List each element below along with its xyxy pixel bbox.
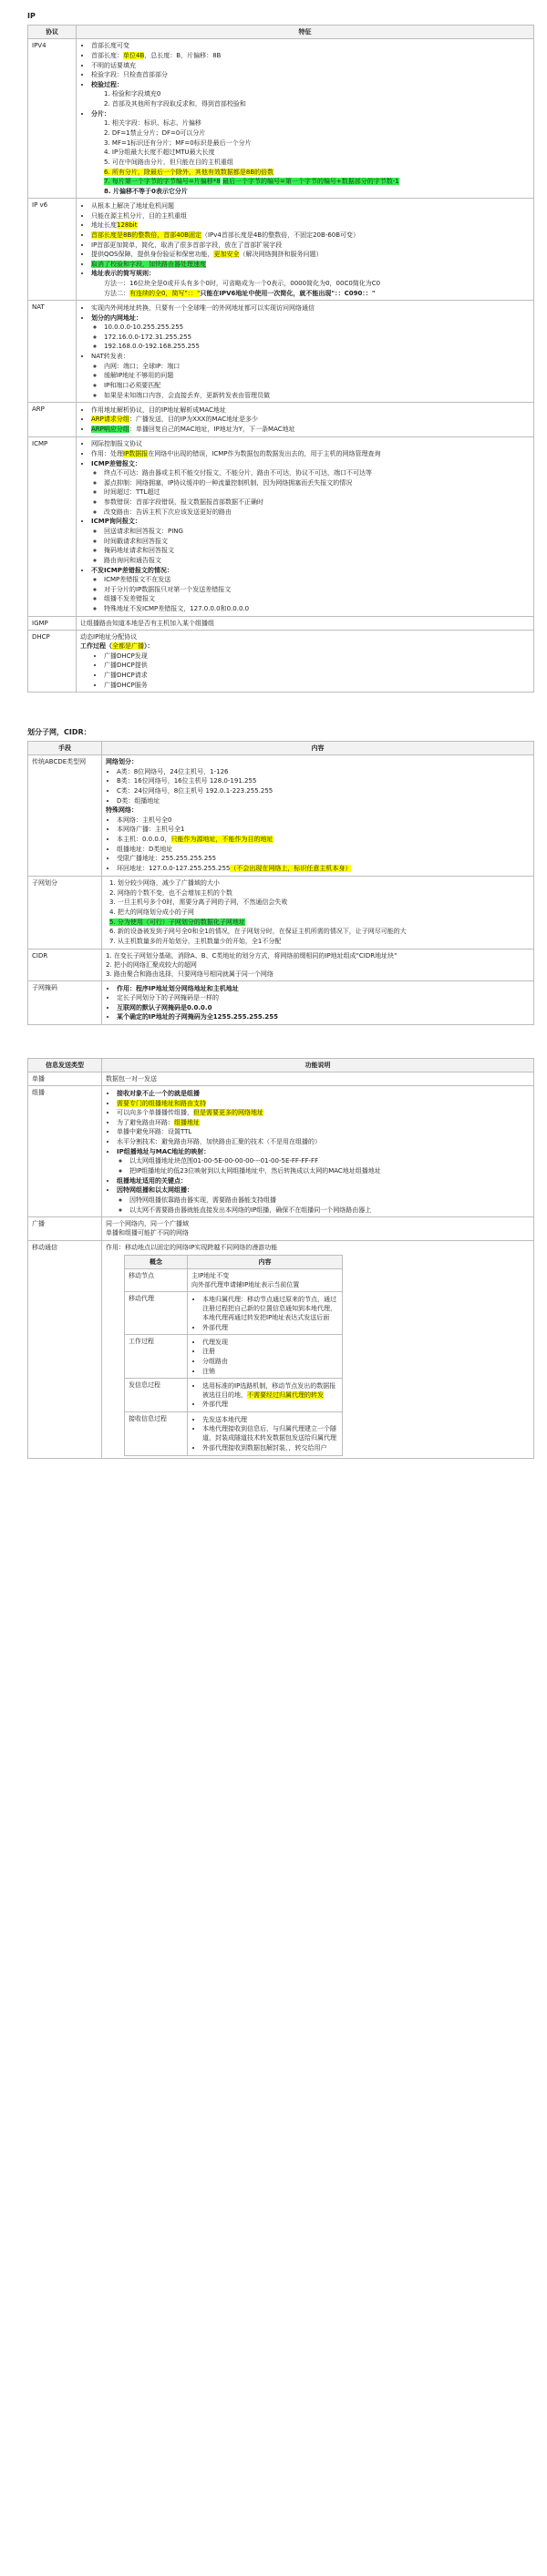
list-item: • 首部长度可变 bbox=[91, 41, 530, 50]
table-row bbox=[28, 630, 534, 692]
cell-text: 2. 把小的网络汇聚成较大的超网 bbox=[106, 960, 197, 969]
list-item: • 某个确定的IP地址的子网掩码为全1255.255.255.255 bbox=[117, 1012, 530, 1021]
list-item: • 代理发现 bbox=[202, 1338, 338, 1347]
cell-heading: 特殊网络： bbox=[106, 806, 138, 815]
list-item: 方法二：有连续的全0，简写"：："只能在IPV6地址中使用一次简化，就不能出现"：：C090：：" bbox=[104, 289, 376, 297]
cell-text: 数据包一对一发送 bbox=[102, 1072, 534, 1086]
row-label: ICMP bbox=[28, 436, 77, 616]
mobile-concept-table bbox=[124, 1255, 343, 1456]
list-item: • 可以向多个单播播传组播，但是需要更多的网络地址 bbox=[117, 1108, 530, 1117]
table-row bbox=[28, 876, 534, 949]
subnet-section-title: 划分子网，CIDR： bbox=[27, 728, 91, 737]
transmission-table bbox=[27, 1058, 534, 1459]
list-item: • 取消了校验和字段，加快路由器处理速度 bbox=[91, 260, 530, 269]
cell-text: 工作过程（全都是广播）： bbox=[80, 642, 154, 651]
row-label: 子网掩码 bbox=[28, 981, 102, 1025]
col-header: 协议 bbox=[28, 25, 77, 38]
row-label: 接收信息过程 bbox=[125, 1412, 188, 1456]
list-item: • 不明的话要填充 bbox=[91, 61, 530, 70]
list-item: • 校验过程： 1. 检验和字段填充0 2. 首部及其他所有字段取反求和，得到首部校验和 bbox=[91, 80, 530, 108]
table-row bbox=[125, 1292, 343, 1335]
list-item: • 注册 bbox=[202, 1347, 338, 1356]
cell-heading: 网络划分： bbox=[106, 757, 138, 765]
list-item: • ICMP差错报文： ◦ 终点不可达：路由器或主机不能交付报文，不能分片，路由不可达，协议不可达，端口不可达等 ◦ 源点抑制：网络拥塞，IP协议缓冲的一种流量控制机制，因为网络拥塞而丢失报文的情况 ◦ 时间超过：TTL超过 ◦ 参数错误：首部字段错误，报文数据报首部数据不正确时 ◦ 改变路由：告诉主机下次应该发送更好的路由 bbox=[91, 459, 530, 517]
list-item: • 本地代理接收到信息后，与归属代理建立一个隧道，封装成隧道技术转发数据包发送给归属代理 bbox=[202, 1424, 338, 1442]
list-item: ◦ 192.168.0.0-192.168.255.255 bbox=[104, 342, 530, 351]
list-item: • 外部代理 bbox=[202, 1400, 338, 1409]
list-item: 1. 划分较少网络，减少了广播域的大小 bbox=[109, 879, 220, 888]
list-item: • 因特网组播和以太网组播： ◦ 因特网组播依靠路由器实现，需要路由器能支持组播 ◦ 以太网不需要路由器就能直接发出本网络的IP组播，确保不在组播同一个网络路由器上 bbox=[117, 1185, 530, 1214]
list-item: 5. 分为使用（可行）子网划分的数据化子网地址 bbox=[109, 918, 245, 926]
list-item: ◦ 改变路由：告诉主机下次应该发送更好的路由 bbox=[104, 508, 530, 517]
table-row bbox=[28, 949, 534, 980]
list-item: • ARP请求分组：广播发送，目的IP为XXX的MAC地址是多少 bbox=[91, 415, 530, 424]
list-item: • A类：8位网络号，24位主机号，1-126 bbox=[117, 767, 530, 776]
list-item: • 只能在源主机分片，目的主机重组 bbox=[91, 211, 530, 221]
list-item: 6. 所有分片，除最后一个除外，其他有效数据都是8B的倍数 bbox=[104, 168, 274, 176]
list-item: • 不发ICMP差错报文的情况： ◦ ICMP差错报文不在发送 ◦ 对于分片的IP数据报只对第一个发送差错报文 ◦ 组播不发差错报文 ◦ 特殊地址不发ICMP差错报文，127.0.0.0和0.0.0.0 bbox=[91, 566, 530, 614]
list-item: 2. DF=1禁止分片；DF=0可以分片 bbox=[104, 129, 206, 137]
list-item: • C类：24位网络号，8位主机号 192.0.1-223.255.255 bbox=[117, 786, 530, 795]
list-item: 4. IP分组最大长度不超过MTU最大长度 bbox=[104, 149, 215, 157]
row-label: 移动代理 bbox=[125, 1292, 188, 1335]
list-item: • 作用：处理IP数据报在网络中出现的错误，ICMP作为数据包的数据发出去的，用于主机的网络管理查询 bbox=[91, 449, 530, 458]
col-header: 内容 bbox=[188, 1255, 343, 1268]
list-item: • 外部代理 bbox=[202, 1323, 338, 1332]
list-item: • 接收对象不止一个的就是组播 bbox=[117, 1089, 530, 1098]
list-item: ◦ 以太网组播地址块范围01-00-5E-00-00-00---01-00-5E-FF-FF-FF bbox=[129, 1156, 530, 1165]
list-item: • 实现内外网地址转换，只要有一个全球唯一的外网地址都可以实现访问网络通信 bbox=[91, 303, 530, 313]
table-row bbox=[28, 616, 534, 630]
list-item: • 本网络：主机号全0 bbox=[117, 816, 530, 825]
row-label: DHCP bbox=[28, 630, 77, 692]
list-item: • 广播DHCP提供 bbox=[104, 661, 530, 670]
col-header: 概念 bbox=[125, 1255, 188, 1268]
list-item: ◦ 特殊地址不发ICMP差错报文，127.0.0.0和0.0.0.0 bbox=[104, 604, 530, 613]
list-item: • 本主机：0.0.0.0，只能作为源地址，不能作为目的地址 bbox=[117, 835, 530, 844]
row-label: 移动节点 bbox=[125, 1268, 188, 1291]
cell-text: 单播和组播可能扩不同的网络 bbox=[106, 1229, 189, 1237]
list-item: 5. 可在中间路由分片，但只能在目的主机重组 bbox=[104, 158, 233, 166]
list-item: ◦ 组播不发差错报文 bbox=[104, 594, 530, 603]
list-item: • IP组播地址与MAC地址的映射： ◦ 以太网组播地址块范围01-00-5E-00-00-00---01-00-5E-FF-FF-FF ◦ 把IP组播地址的低23位映射到以太网组播地址中，然后转换成以太网的MAC地址组播地址 bbox=[117, 1147, 530, 1175]
row-label: CIDR bbox=[28, 949, 102, 980]
row-label: 子网划分 bbox=[28, 876, 102, 949]
table-row bbox=[28, 38, 534, 199]
list-item: • 首部长度是8B的整数倍，首部40B固定（IPv4首部长度是4B的整数倍，不固定20B-60B可变） bbox=[91, 231, 530, 240]
ip-section-title: IP bbox=[27, 12, 36, 20]
list-item: • 受限广播地址：255.255.255.255 bbox=[117, 854, 530, 863]
list-item: • ICMP询问报文： ◦ 回送请求和回答报文：PING ◦ 时间戳请求和回答报文 ◦ 掩码地址请求和回答报文 ◦ 路由询问和通告报文 bbox=[91, 517, 530, 565]
list-item: • IP首部更加简单，简化，取消了很多首部字段，放在了首部扩展字段 bbox=[91, 241, 530, 250]
col-header: 功能说明 bbox=[102, 1059, 534, 1072]
list-item: 3. MF=1标识还有分片；MF=0标识是最后一个分片 bbox=[104, 139, 252, 147]
cell-text: 主IP地址不变 bbox=[191, 1271, 230, 1279]
table-row bbox=[125, 1335, 343, 1379]
list-item: • D类：组播地址 bbox=[117, 796, 530, 806]
row-label: ARP bbox=[28, 403, 77, 436]
list-item: • 分片： 1. 相关字段：标识、标志、片偏移 2. DF=1禁止分片；DF=0可以分片 3. MF=1标识还有分片；MF=0标识是最后一个分片 4. IP分组最大长度不超过MTU最大长度 5. 可在中间路由分片，但只能在目的主机重组 6. 所有分片，除最后一个除外，其他有效数据都是8B的倍数 7. 每片第一个字节的字节编号=片偏移*8 最后一个字节的编号=第一个字节的编号+数据部分的字节数-1 8. 片偏移不等于0表示它分片 bbox=[91, 109, 530, 196]
list-item: 6. 新的设备被发到子网号全0和全1的情况，在子网划分时，在保证主机所需的情况下，让子网尽可能的大 bbox=[109, 928, 407, 936]
list-item: • 为了避免路由环路：组播地址 bbox=[117, 1118, 530, 1127]
table-row bbox=[28, 1217, 534, 1240]
table-row bbox=[28, 1086, 534, 1217]
list-item: • 检验字段：只检查首部部分 bbox=[91, 70, 530, 79]
ip-protocol-table bbox=[27, 25, 534, 693]
table-row bbox=[28, 981, 534, 1025]
list-item: • 定长子网划分下的子网掩码是一样的 bbox=[117, 993, 530, 1002]
table-row bbox=[28, 754, 534, 876]
cell-text: 向外部代理申请辅IP地址表示当前位置 bbox=[191, 1280, 300, 1288]
cell-text: 让组播路由知道本地是否有主机加入某个组播组 bbox=[77, 616, 534, 630]
row-label: 单播 bbox=[28, 1072, 102, 1086]
list-item: • 环回地址：127.0.0-127.255.255.255（不会出现在网络上，标识任意主机本身） bbox=[117, 864, 530, 873]
table-row bbox=[28, 1072, 534, 1086]
row-label: 组播 bbox=[28, 1086, 102, 1217]
list-item: ◦ 源点抑制：网络拥塞，IP协议缓冲的一种流量控制机制，因为网络拥塞而丢失报文的情况 bbox=[104, 478, 530, 487]
list-item: 方法一：16位块全是0或开头有多个0时，可省略成为一个0表示，0000简化为0，00C0简化为C0 bbox=[104, 280, 381, 288]
list-item: • 水平分割技术：避免路由环路，加快路由汇聚的技术（不是用在组播的） bbox=[117, 1137, 530, 1146]
list-item: • 注销 bbox=[202, 1367, 338, 1376]
list-item: • 提供QOS保障，提供身份验证和保密功能，更加安全（解决网络拥挤和服务问题） bbox=[91, 250, 530, 259]
cell-text: 同一个网络内，同一个广播域 bbox=[106, 1220, 189, 1228]
list-item: • 组播地址适用的关键点： bbox=[117, 1176, 530, 1185]
cell-text: 作用：移动地点以固定的网络IP实现跨越不同网络的漫游功能 bbox=[106, 1243, 278, 1251]
list-item: • 广播DHCP服务 bbox=[104, 681, 530, 690]
row-label: IGMP bbox=[28, 616, 77, 630]
list-item: ◦ 路由询问和通告报文 bbox=[104, 556, 530, 565]
list-item: 3. 一旦主机号多个0时，需要分离子网的子网，不然通信会失败 bbox=[109, 898, 288, 907]
list-item: • 作用：程序IP地址划分网络地址和主机地址 bbox=[117, 984, 530, 993]
row-label: IP v6 bbox=[28, 199, 77, 301]
col-header: 内容 bbox=[102, 741, 534, 754]
list-item: ◦ 10.0.0.0-10.255.255.255 bbox=[104, 323, 530, 332]
list-item: • 首部长度：单位4B，总长度：B，片偏移：8B bbox=[91, 51, 530, 60]
list-item: ◦ 掩码地址请求和回答报文 bbox=[104, 546, 530, 555]
table-row bbox=[28, 199, 534, 301]
col-header: 特征 bbox=[77, 25, 534, 38]
table-row bbox=[28, 301, 534, 403]
list-item: 7. 每片第一个字节的字节编号=片偏移*8 最后一个字节的编号=第一个字节的编号+数据部分的字节数-1 bbox=[104, 178, 399, 186]
table-row bbox=[28, 403, 534, 436]
list-item: • 本地归属代理：移动节点通过原来的节点，通过注册过程把自己新的位置信息通知到本地代理，本地代理再通过转发把IP地址表达式发送后面 bbox=[202, 1295, 338, 1322]
list-item: • 互联网的默认子网掩码是0.0.0.0 bbox=[117, 1003, 530, 1012]
table-row bbox=[125, 1268, 343, 1291]
subnet-table bbox=[27, 741, 534, 1025]
list-item: • 组播地址：D类地址 bbox=[117, 845, 530, 854]
list-item: • 网际控制报文协议 bbox=[91, 439, 530, 448]
list-item: ◦ 终点不可达：路由器或主机不能交付报文，不能分片，路由不可达，协议不可达，端口不可达等 bbox=[104, 468, 530, 477]
list-item: ◦ 内网：端口；全球IP：端口 bbox=[104, 362, 530, 371]
list-item: • 地址长度128bit bbox=[91, 221, 530, 230]
list-item: ◦ 把IP组播地址的低23位映射到以太网组播地址中，然后转换成以太网的MAC地址组播地址 bbox=[129, 1166, 530, 1175]
list-item: • NAT转发表： ◦ 内网：端口；全球IP：端口 ◦ 缓解IP地址不够用的问题 ◦ IP和端口必须要匹配 ◦ 如果是未知端口内容，会直接丢弃，更新转发表由管理员做 bbox=[91, 352, 530, 400]
row-label: IPV4 bbox=[28, 38, 77, 199]
list-item: • 本网络广播：主机号全1 bbox=[117, 825, 530, 834]
cell-text: 动态IP地址分配协议 bbox=[80, 632, 138, 641]
list-item: • 单播中避免环路：设置TTL bbox=[117, 1127, 530, 1136]
list-item: • 地址表示的简写规则： 方法一：16位块全是0或开头有多个0时，可省略成为一个0表示，0000简化为0，00C0简化为C0 方法二：有连续的全0，简写"：："只能在IPV6地址中使用一次简化，就不能出现"：：C090：：" bbox=[91, 269, 530, 297]
list-item: 8. 片偏移不等于0表示它分片 bbox=[104, 187, 188, 195]
list-item: 1. 相关字段：标识、标志、片偏移 bbox=[104, 119, 201, 128]
table-row bbox=[28, 1240, 534, 1458]
list-item: • 先发送本地代理 bbox=[202, 1415, 338, 1424]
list-item: ◦ ICMP差错报文不在发送 bbox=[104, 575, 530, 584]
row-label: NAT bbox=[28, 301, 77, 403]
list-item: • B类：16位网络号，16位主机号 128.0-191.255 bbox=[117, 776, 530, 785]
row-label: 广播 bbox=[28, 1217, 102, 1240]
list-item: 4. 把大的网络划分成小的子网 bbox=[109, 908, 194, 917]
list-item: • 外部代理接收到数据包解封装，，转交给用户 bbox=[202, 1443, 338, 1452]
list-item: 7. 从主机数量多的开始划分，主机数量少的开始，全1不分配 bbox=[109, 938, 282, 945]
list-item: 2. 网络的个数不变，也不会增加主机的个数 bbox=[109, 888, 232, 897]
list-item: ◦ 时间戳请求和回答报文 bbox=[104, 537, 530, 546]
list-item: 2. 首部及其他所有字段取反求和，得到首部校验和 bbox=[104, 100, 246, 108]
row-label: 移动通信 bbox=[28, 1240, 102, 1458]
list-item: • 从根本上解决了地址危机问题 bbox=[91, 201, 530, 210]
row-label: 传统ABCDE类型网 bbox=[28, 754, 102, 876]
cell-text: 3. 路由聚合和路由选择，只要网络号相同就属于同一个网络 bbox=[106, 970, 274, 978]
list-item: ◦ 如果是未知端口内容，会直接丢弃，更新转发表由管理员做 bbox=[104, 391, 530, 400]
list-item: ◦ 缓解IP地址不够用的问题 bbox=[104, 371, 530, 380]
list-item: ◦ 172.16.0.0-172.31.255.255 bbox=[104, 333, 530, 342]
list-item: ◦ 因特网组播依靠路由器实现，需要路由器能支持组播 bbox=[129, 1196, 530, 1205]
col-header: 信息发送类型 bbox=[28, 1059, 102, 1072]
cell-text: 1. 在变长子网划分基础，消除A、B、C类地址的划分方式，将网络前缀相同的IP地址组成"CIDR地址块" bbox=[106, 951, 397, 960]
list-item: 1. 检验和字段填充0 bbox=[104, 90, 161, 98]
list-item: • 需要专门的组播地址和路由支持 bbox=[117, 1099, 530, 1108]
list-item: • 广播DHCP发现 bbox=[104, 652, 530, 661]
list-item: • 作用地址解析协议，目的IP地址解析成MAC地址 bbox=[91, 405, 530, 415]
list-item: ◦ 以太网不需要路由器就能直接发出本网络的IP组播，确保不在组播同一个网络路由器上 bbox=[129, 1206, 530, 1215]
row-label: 工作过程 bbox=[125, 1335, 188, 1379]
table-row bbox=[125, 1412, 343, 1456]
list-item: ◦ 参数错误：首部字段错误，报文数据报首部数据不正确时 bbox=[104, 498, 530, 507]
table-row bbox=[28, 436, 534, 616]
list-item: ◦ 时间超过：TTL超过 bbox=[104, 487, 530, 497]
list-item: ◦ 回送请求和回答报文：PING bbox=[104, 527, 530, 536]
col-header: 手段 bbox=[28, 741, 102, 754]
list-item: • 选用标准的IP选路机制，移动节点发出的数据报被选往目的地，不需要经过归属代理的转发 bbox=[202, 1381, 338, 1400]
list-item: • 划分的内网地址： ◦ 10.0.0.0-10.255.255.255 ◦ 172.16.0.0-172.31.255.255 ◦ 192.168.0.0-192.168.255.255 bbox=[91, 313, 530, 352]
list-item: ◦ IP和端口必须要匹配 bbox=[104, 381, 530, 390]
table-row bbox=[125, 1379, 343, 1412]
list-item: • 分组路由 bbox=[202, 1357, 338, 1366]
list-item: • ARP响应分组：单播回复自己的MAC地址，IP地址为Y，下一条MAC地址 bbox=[91, 425, 530, 434]
row-label: 发信息过程 bbox=[125, 1379, 188, 1412]
list-item: • 广播DHCP请求 bbox=[104, 671, 530, 680]
list-item: ◦ 对于分片的IP数据报只对第一个发送差错报文 bbox=[104, 585, 530, 594]
